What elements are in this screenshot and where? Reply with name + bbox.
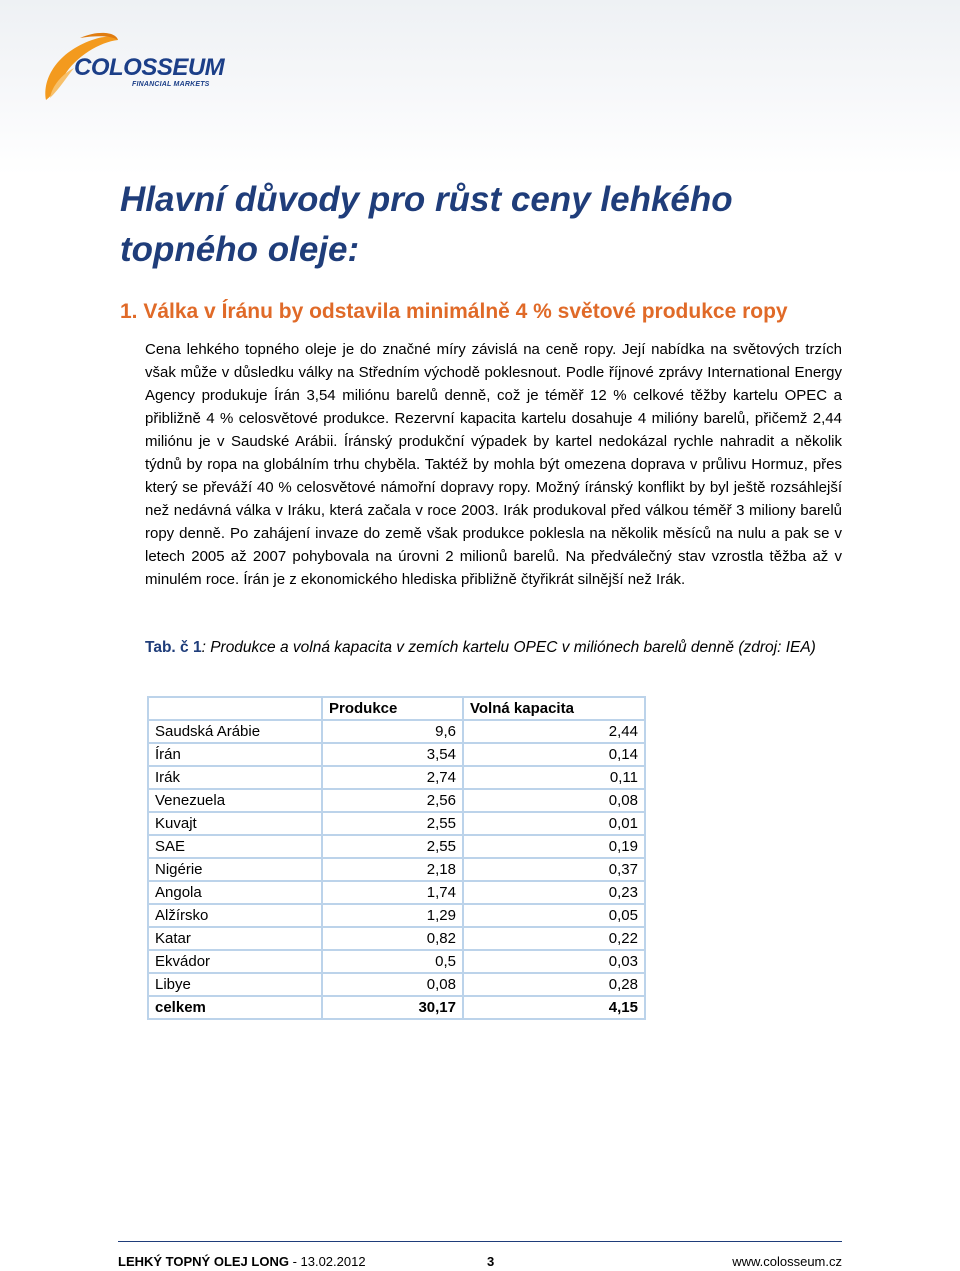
cell-spare-capacity: 0,22 [463,927,645,950]
table-row [148,904,645,927]
footer-divider [118,1241,842,1242]
cell-production: 2,56 [322,789,463,812]
body-paragraph: Cena lehkého topného oleje je do značné míry závislá na ceně ropy. Její nabídka na světových trzích však může v důsledku války na Středním východě poklesnout. Podle říjnové zprávy International Energy Agency produkuje Írán 3,54 miliónu barelů denně, což je téměř 12 % celkové těžby kartelu OPEC a přibližně 4 % celosvětové produkce. Rezervní kapacita kartelu dosahuje 4 milióny barelů, přičemž 2,44 miliónu je v Saudské Arábii. Íránský produkční výpadek by kartel nedokázal rychle nahradit a několik týdnů by ropa na globálním trhu chyběla. Taktéž by mohla být omezena doprava v průlivu Hormuz, přes který se převáží 40 % celosvětové námořní dopravy ropy. Možný íránský konflikt by byl ještě rozsáhlejší než nedávná válka v Iráku, která začala v roce 2003. Irák produkoval před válkou téměř 3 miliony barelů ropy denně. Po zahájení invaze do země však produkce poklesla na několik měsíců na nulu a pak se v letech 2005 až 2007 pohybovala na úrovni 2 milionů barelů. Na předválečný stav vzrostla těžba až v minulém roce. Írán je z ekonomického hlediska přibližně čtyřikrát silnější než Irák. [145,341,842,588]
table-row [148,858,645,881]
footer-product-name: LEHKÝ TOPNÝ OLEJ LONG [118,1254,289,1269]
table-row [148,812,645,835]
table-row [148,766,645,789]
cell-country: Kuvajt [148,812,322,835]
cell-production: 0,82 [322,927,463,950]
cell-spare-capacity: 0,05 [463,904,645,927]
cell-production: 9,6 [322,720,463,743]
cell-spare-capacity: 0,11 [463,766,645,789]
colosseum-logo[interactable] [40,30,225,105]
cell-country: Angola [148,881,322,904]
cell-production: 1,29 [322,904,463,927]
section-heading: 1. Válka v Íránu by odstavila minimálně 4 % světové produkce ropy [120,300,788,323]
cell-production: 2,18 [322,858,463,881]
table-row [148,881,645,904]
caption-label: Tab. č 1 [145,639,202,656]
cell-production: 1,74 [322,881,463,904]
header-cell-spare-capacity: Volná kapacita [463,697,645,720]
cell-country: Saudská Arábie [148,720,322,743]
cell-spare-capacity: 0,23 [463,881,645,904]
cell-total-spare-capacity: 4,15 [463,996,645,1019]
footer-date: - 13.02.2012 [288,1254,366,1269]
cell-country: Libye [148,973,322,996]
header-cell-country [148,697,322,720]
cell-country: Nigérie [148,858,322,881]
table-row [148,743,645,766]
cell-country: SAE [148,835,322,858]
cell-total-production: 30,17 [322,996,463,1019]
cell-country: Katar [148,927,322,950]
cell-production: 2,55 [322,835,463,858]
cell-country: Ekvádor [148,950,322,973]
table-caption [145,636,842,659]
cell-production: 0,08 [322,973,463,996]
cell-spare-capacity: 0,03 [463,950,645,973]
cell-spare-capacity: 0,01 [463,812,645,835]
cell-country: Alžírsko [148,904,322,927]
footer-page-number: 3 [487,1254,495,1269]
cell-spare-capacity: 0,14 [463,743,645,766]
cell-production: 3,54 [322,743,463,766]
caption-text: : Produkce a volná kapacita v zemích kartelu OPEC v miliónech barelů denně (zdroj: IEA) [201,639,816,656]
page-title: Hlavní důvody pro růst ceny lehkého topného oleje: [120,180,733,269]
table-row [148,927,645,950]
cell-production: 2,55 [322,812,463,835]
table-row [148,720,645,743]
cell-spare-capacity: 0,37 [463,858,645,881]
header-cell-production: Produkce [322,697,463,720]
cell-spare-capacity: 0,28 [463,973,645,996]
cell-spare-capacity: 2,44 [463,720,645,743]
cell-country: Venezuela [148,789,322,812]
cell-country: Irák [148,766,322,789]
cell-spare-capacity: 0,08 [463,789,645,812]
footer-website-link[interactable]: www.colosseum.cz [732,1254,842,1269]
logo-wordmark: COLOSSEUM [74,54,225,81]
table-row [148,789,645,812]
cell-country: Írán [148,743,322,766]
logo-subtitle: FINANCIAL MARKETS [132,81,210,88]
cell-production: 2,74 [322,766,463,789]
footer-document-label [118,1254,366,1269]
table-row [148,835,645,858]
table-row [148,950,645,973]
cell-total-label: celkem [148,996,322,1019]
table-row [148,973,645,996]
opec-table [147,696,646,1020]
table-header-row [148,697,645,720]
table-total-row [148,996,645,1019]
cell-production: 0,5 [322,950,463,973]
cell-spare-capacity: 0,19 [463,835,645,858]
